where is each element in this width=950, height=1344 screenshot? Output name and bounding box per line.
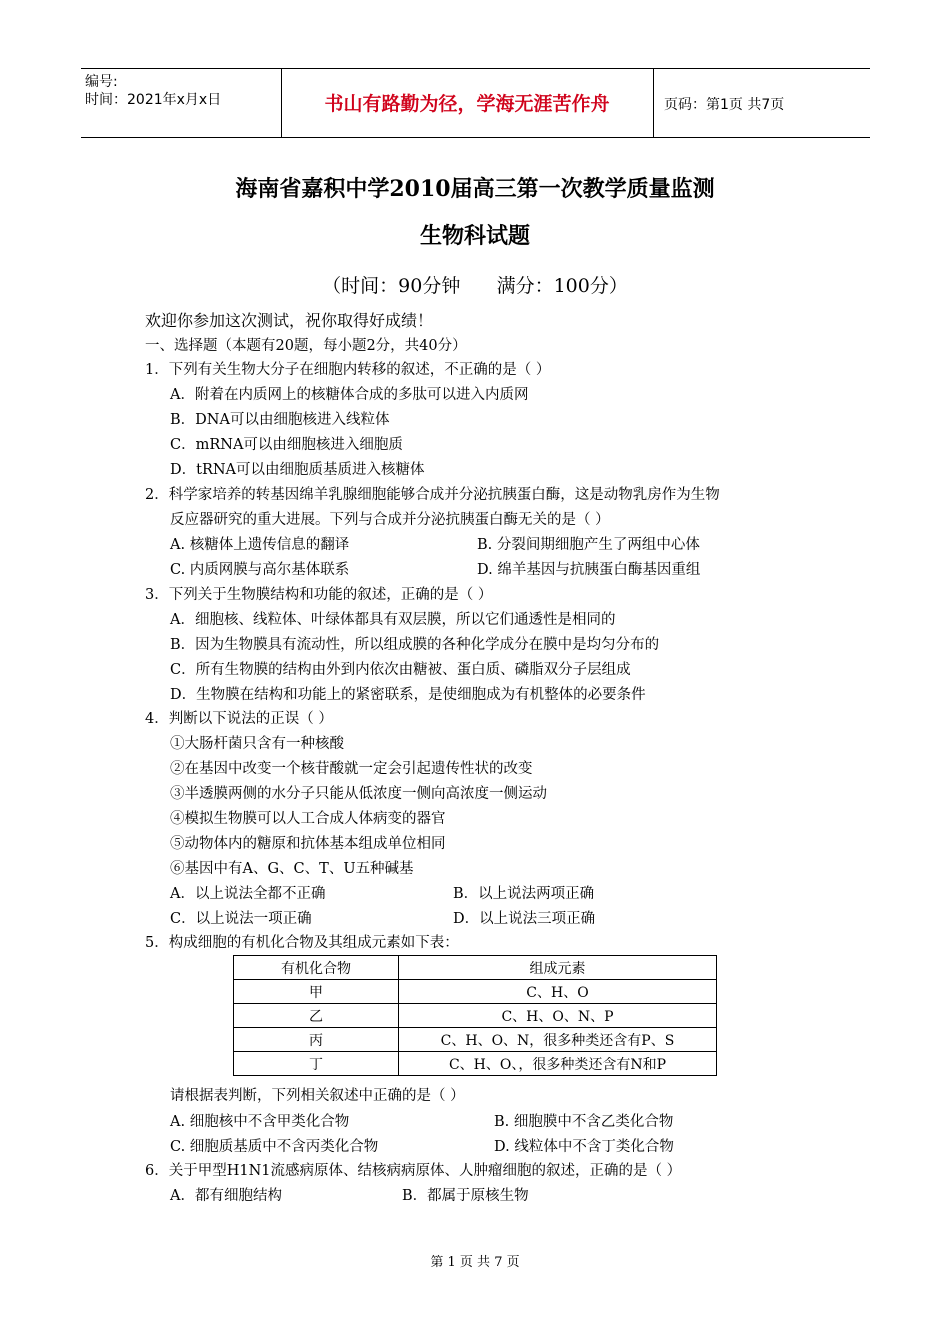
- question-4-option-b: B．以上说法两项正确: [453, 886, 595, 902]
- question-6-option-a: A．都有细胞结构: [170, 1188, 282, 1204]
- question-4-item: ②在基因中改变一个核苷酸就一定会引起遗传性状的改变: [170, 761, 533, 777]
- question-3-stem: 3．下列关于生物膜结构和功能的叙述，正确的是（ ）: [145, 587, 493, 603]
- time-label: 时间：2021年x月x日: [85, 92, 222, 108]
- header-page-info: 页码：第1页 共7页: [664, 97, 785, 113]
- question-5-option-a: A. 细胞核中不含甲类化合物: [170, 1114, 350, 1130]
- question-5-prompt: 请根据表判断，下列相关叙述中正确的是（ ）: [170, 1088, 465, 1104]
- question-5-option-d: D. 线粒体中不含丁类化合物: [494, 1139, 674, 1155]
- question-5-option-c: C. 细胞质基质中不含丙类化合物: [170, 1139, 379, 1155]
- header-meta: [85, 73, 221, 109]
- question-4-stem: 4．判断以下说法的正误（ ）: [145, 711, 333, 727]
- question-2-option-a: A. 核糖体上遗传信息的翻译: [170, 537, 350, 553]
- table-cell: C、H、O、，很多种类还含有N和P: [399, 1052, 717, 1076]
- question-4-option-a: A．以上说法全都不正确: [170, 886, 326, 902]
- table-row: [234, 1028, 717, 1052]
- element-table: [233, 955, 717, 1076]
- question-1-option-b: B．DNA可以由细胞核进入线粒体: [170, 412, 390, 428]
- question-2-option-c: C. 内质网膜与高尔基体联系: [170, 562, 350, 578]
- question-4-item: ⑥基因中有A、G、C、T、U五种碱基: [170, 861, 414, 877]
- table-cell: 乙: [234, 1004, 399, 1028]
- table-row: [234, 980, 717, 1004]
- question-3-option-d: D．生物膜在结构和功能上的紧密联系，是使细胞成为有机整体的必要条件: [170, 687, 646, 703]
- question-4-option-c: C．以上说法一项正确: [170, 911, 312, 927]
- page-footer: 第 1 页 共 7 页: [430, 1255, 520, 1270]
- question-2-stem-cont: 反应器研究的重大进展。下列与合成并分泌抗胰蛋白酶无关的是（ ）: [170, 512, 610, 528]
- exam-time-score: （时间：90分钟 满分：100分）: [322, 275, 628, 297]
- question-2-stem: 2．科学家培养的转基因绵羊乳腺细胞能够合成并分泌抗胰蛋白酶，这是动物乳房作为生物: [145, 487, 720, 503]
- header-motto: 书山有路勤为径，学海无涯苦作舟: [324, 93, 610, 115]
- question-4-item: ④模拟生物膜可以人工合成人体病变的器官: [170, 811, 446, 827]
- question-1-stem: 1．下列有关生物大分子在细胞内转移的叙述，不正确的是（ ）: [145, 362, 551, 378]
- question-3-option-a: A．细胞核、线粒体、叶绿体都具有双层膜，所以它们通透性是相同的: [170, 612, 616, 628]
- question-1-option-c: C．mRNA可以由细胞核进入细胞质: [170, 437, 403, 453]
- question-3-option-c: C．所有生物膜的结构由外到内依次由糖被、蛋白质、磷脂双分子层组成: [170, 662, 631, 678]
- document-header: [81, 68, 870, 138]
- table-cell: 丁: [234, 1052, 399, 1076]
- question-4-item: ③半透膜两侧的水分子只能从低浓度一侧向高浓度一侧运动: [170, 786, 547, 802]
- table-header-cell: 组成元素: [399, 956, 717, 980]
- section-heading: 一、选择题（本题有20题，每小题2分，共40分）: [145, 338, 467, 354]
- question-2-option-d: D. 绵羊基因与抗胰蛋白酶基因重组: [477, 562, 701, 578]
- question-6-stem: 6．关于甲型H1N1流感病原体、结核病病原体、人肿瘤细胞的叙述，正确的是（ ）: [145, 1163, 682, 1179]
- table-cell: 甲: [234, 980, 399, 1004]
- question-4-item: ⑤动物体内的糖原和抗体基本组成单位相同: [170, 836, 446, 852]
- question-5-stem: 5．构成细胞的有机化合物及其组成元素如下表：: [145, 935, 459, 951]
- question-6-option-b: B．都属于原核生物: [402, 1188, 529, 1204]
- welcome-text: 欢迎你参加这次测试，祝你取得好成绩！: [145, 311, 434, 330]
- question-1-option-a: A．附着在内质网上的核糖体合成的多肽可以进入内质网: [170, 387, 529, 403]
- exam-subject: 生物科试题: [419, 223, 530, 249]
- number-label: 编号:: [85, 74, 118, 90]
- question-4-option-d: D．以上说法三项正确: [453, 911, 596, 927]
- exam-title: 海南省嘉积中学2010届高三第一次教学质量监测: [235, 176, 715, 202]
- question-4-item: ①大肠杆菌只含有一种核酸: [170, 736, 344, 752]
- table-header-row: [234, 956, 717, 980]
- table-cell: C、H、O: [399, 980, 717, 1004]
- header-divider: [653, 69, 654, 137]
- table-cell: 丙: [234, 1028, 399, 1052]
- table-header-cell: 有机化合物: [234, 956, 399, 980]
- table-row: [234, 1004, 717, 1028]
- table-cell: C、H、O、N，很多种类还含有P、S: [399, 1028, 717, 1052]
- question-1-option-d: D．tRNA可以由细胞质基质进入核糖体: [170, 462, 425, 478]
- table-cell: C、H、O、N、P: [399, 1004, 717, 1028]
- question-2-option-b: B. 分裂间期细胞产生了两组中心体: [477, 537, 700, 553]
- question-3-option-b: B．因为生物膜具有流动性，所以组成膜的各种化学成分在膜中是均匀分布的: [170, 637, 660, 653]
- table-row: [234, 1052, 717, 1076]
- question-5-option-b: B. 细胞膜中不含乙类化合物: [494, 1114, 674, 1130]
